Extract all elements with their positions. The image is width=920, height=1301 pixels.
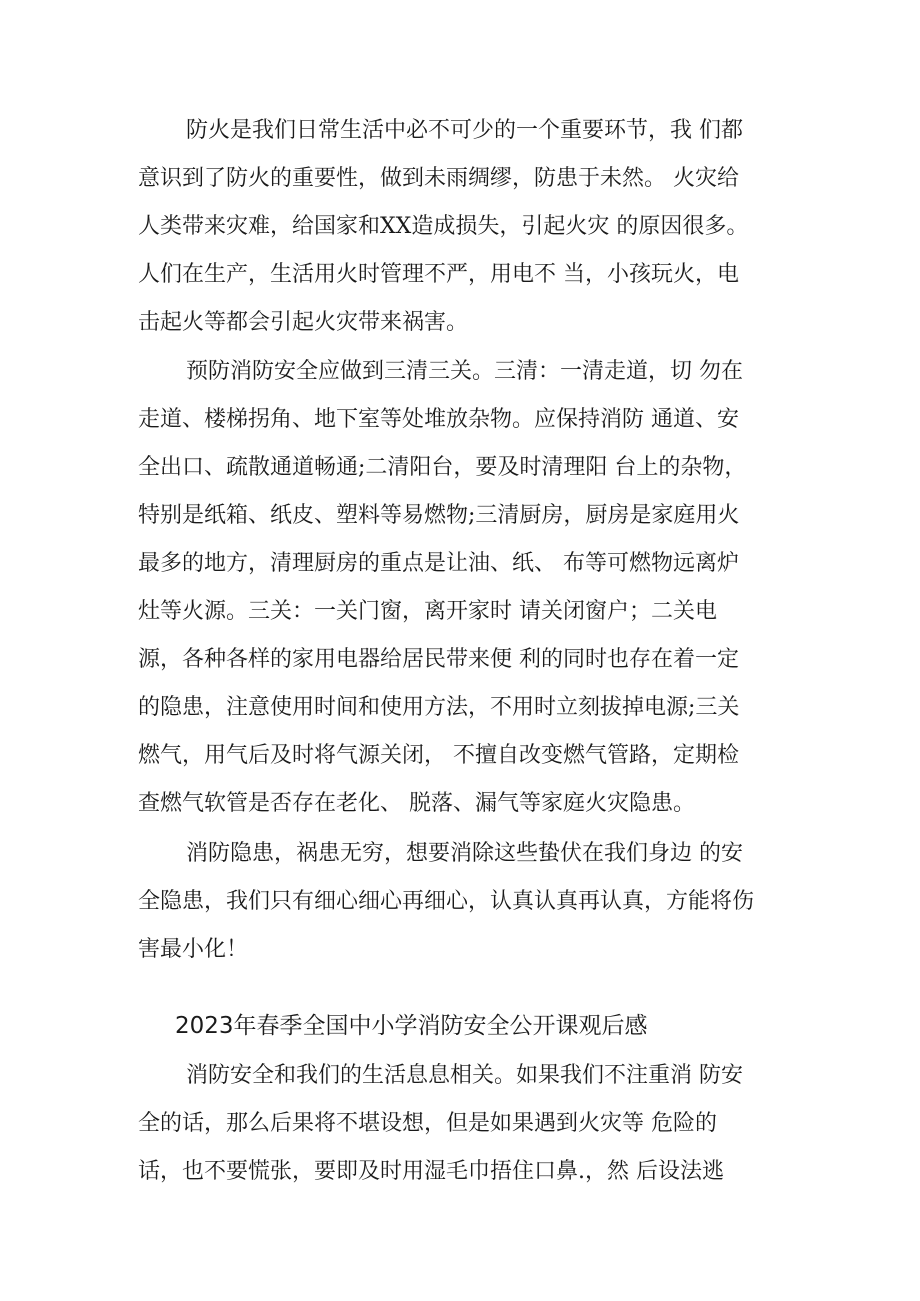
text-line: 消防安全和我们的生活息息相关。如果我们不注重消 防安 (186, 1063, 743, 1088)
text-line: 源，各种各样的家用电器给居民带来便 利的同时也存在着一定 (138, 647, 739, 672)
text-line: 话，也不要慌张，要即及时用湿毛巾捂住口鼻.，然 后设法逃 (138, 1159, 724, 1184)
text-line: 燃气，用气后及时将气源关闭， 不擅自改变燃气管路，定期检 (138, 743, 739, 768)
text-line: 查燃气软管是否存在老化、 脱落、漏气等家庭火灾隐患。 (138, 791, 695, 816)
section-heading: 2023年春季全国中小学消防安全公开课观后感 (175, 1013, 648, 1039)
text-line: 消防隐患，祸患无穷，想要消除这些蛰伏在我们身边 的安 (186, 841, 743, 866)
text-line: 害最小化！ (138, 937, 249, 962)
text-line: 人类带来灾难，给国家和XX造成损失，引起火灾 的原因很多。 (138, 214, 749, 239)
text-line: 灶等火源。三关：一关门窗，离开家时 请关闭窗户；二关电 (138, 599, 717, 624)
text-line: 意识到了防火的重要性，做到未雨绸缪，防患于未然。 火灾给 (138, 166, 739, 191)
paragraph-fire-safety-life (138, 1052, 798, 1196)
text-line: 预防消防安全应做到三清三关。三清：一清走道，切 勿在 (186, 359, 743, 384)
text-line: 击起火等都会引起火灾带来祸害。 (138, 310, 469, 335)
paragraph-hidden-hazards (138, 830, 798, 974)
paragraph-fire-prevention-intro (138, 107, 798, 347)
text-line: 的隐患，注意使用时间和使用方法，不用时立刻拔掉电源;三关 (138, 695, 740, 720)
text-line: 人们在生产，生活用火时管理不严，用电不 当，小孩玩火，电 (138, 262, 739, 287)
text-line: 全的话，那么后果将不堪设想，但是如果遇到火灾等 危险的 (138, 1111, 717, 1136)
text-line: 走道、楼梯拐角、地下室等处堆放杂物。应保持消防 通道、安 (138, 407, 739, 432)
text-line: 特别是纸箱、纸皮、塑料等易燃物;三清厨房，厨房是家庭用火 (138, 503, 740, 528)
text-line: 防火是我们日常生活中必不可少的一个重要环节，我 们都 (186, 118, 743, 143)
text-line: 全隐患，我们只有细心细心再细心，认真认真再认真，方能将伤 (138, 889, 755, 914)
text-line: 全出口、疏散通道畅通;二清阳台，要及时清理阳 台上的杂物， (138, 455, 747, 480)
text-line: 最多的地方，清理厨房的重点是让油、纸、 布等可燃物远离炉 (138, 551, 739, 576)
paragraph-three-clear-three-close (138, 348, 798, 828)
